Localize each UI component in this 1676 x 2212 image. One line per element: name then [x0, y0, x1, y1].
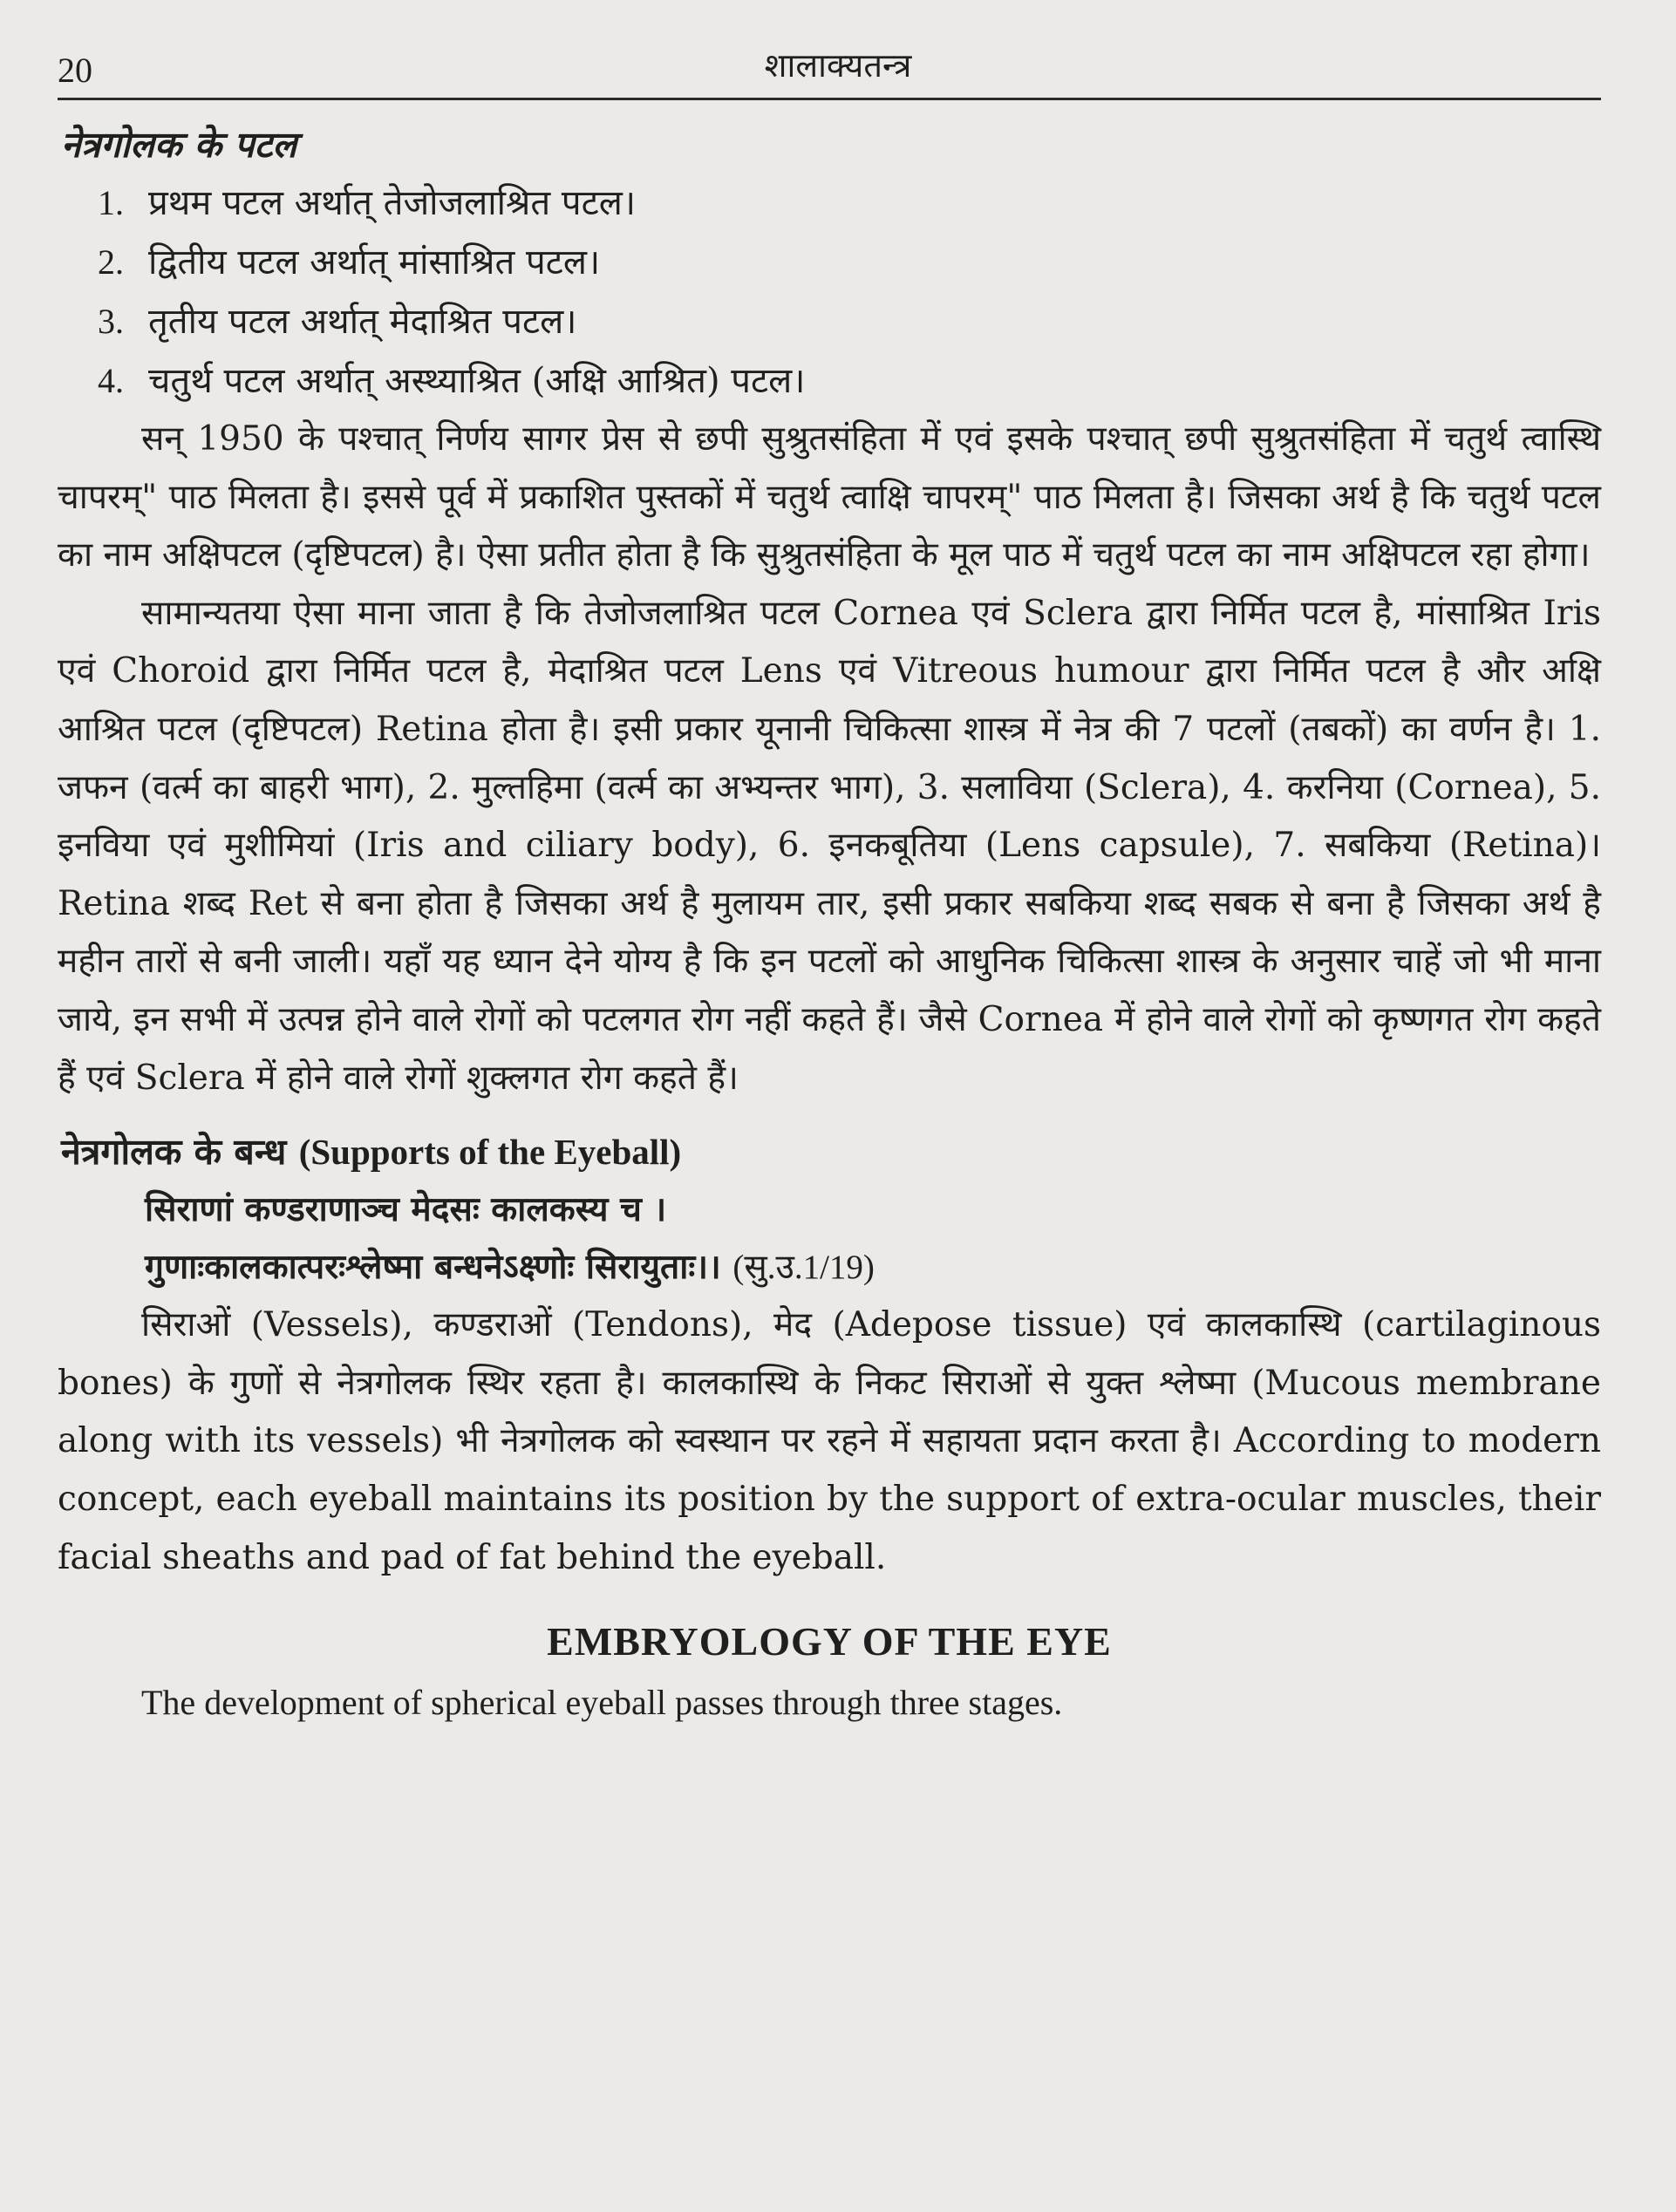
paragraph-sushruta-text: सन् 1950 के पश्चात् निर्णय सागर प्रेस से छपी सुश्रुतसंहिता में एवं इसके पश्चात् छपी सुश्रुतसंहिता में चतुर्थ त्वास्थि चापरम्" पाठ मिलता है। इससे पूर्व में प्रकाशित पुस्तकों में चतुर्थ त्वाक्षि चापरम्" पाठ मिलता है। जिसका अर्थ है कि चतुर्थ पटल का नाम अक्षिपटल (दृष्टिपटल) है। ऐसा प्रतीत होता है कि सुश्रुतसंहिता के मूल पाठ में चतुर्थ पटल का नाम अक्षिपटल रहा होगा। [58, 419, 1601, 575]
list-item: 4. चतुर्थ पटल अर्थात् अस्थ्याश्रित (अक्षि आश्रित) पटल। [98, 361, 806, 401]
embryology-intro: The development of spherical eyeball passes through three stages. [141, 1683, 1063, 1723]
section-heading-supports: नेत्रगोलक के बन्ध (Supports of the Eyeball) [61, 1131, 682, 1174]
paragraph-patal-correlation: सामान्यतया ऐसा माना जाता है कि तेजोजलाश्रित पटल Cornea एवं Sclera द्वारा निर्मित पटल है, मांसाश्रित Iris एवं Choroid द्वारा निर्मित पटल है, मेदाश्रित पटल Lens एवं Vitreous humour द्वारा निर्मित पटल है और अक्षि आश्रित पटल (दृष्टिपटल) Retina होता है। इसी प्रकार यूनानी चिकित्सा शास्त्र में नेत्र की 7 पटलों (तबकों) का वर्णन है। 1. जफन (वर्त्म का बाहरी भाग), 2. मुल्तहिमा (वर्त्म का अभ्यन्तर भाग), 3. सलाविया (Sclera), 4. करनिया (Cornea), 5. इनविया एवं मुशीमियां (Iris and ciliary body), 6. इनकबूतिया (Lens capsule), 7. सबकिया (Retina)। Retina शब्द Ret से बना होता है जिसका अर्थ है मुलायम तार, इसी प्रकार सबकिया शब्द सबक से बना है जिसका अर्थ है महीन तारों से बनी जाली। यहाँ यह ध्यान देने योग्य है कि इन पटलों को आधुनिक चिकित्सा शास्त्र के अनुसार चाहें जो भी माना जाये, इन सभी में उत्पन्न होने वाले रोगों को पटलगत रोग नहीं कहते हैं। जैसे Cornea में होने वाले रोगों को कृष्णगत रोग कहते हैं एवं Sclera में होने वाले रोगों शुक्लगत रोग कहते हैं। [58, 593, 1601, 1098]
page-content [58, 119, 1601, 1729]
running-title: शालाक्यतन्त्र [764, 46, 912, 85]
list-item: 1. प्रथम पटल अर्थात् तेजोजलाश्रित पटल। [98, 183, 637, 223]
patal-list [58, 174, 1601, 411]
verse-line-1: सिराणां कण्डराणाञ्च मेदसः कालकस्य च । [145, 1189, 667, 1230]
paragraph-supports: सिराओं (Vessels), कण्डराओं (Tendons), मेद (Adepose tissue) एवं कालकास्थि (cartilaginous bones) के गुणों से नेत्रगोलक स्थिर रहता है। कालकास्थि के निकट सिराओं से युक्त श्लेष्मा (Mucous membrane along with its vessels) भी नेत्रगोलक को स्वस्थान पर रहने में सहायता प्रदान करता है। According to modern concept, each eyeball maintains its position by the support of extra-ocular muscles, their facial sheaths and pad of fat behind the eyeball. [58, 1305, 1601, 1577]
section-heading-patal: नेत्रगोलक के पटल [61, 124, 297, 166]
page-number: 20 [58, 51, 92, 90]
list-item: 3. तृतीय पटल अर्थात् मेदाश्रित पटल। [98, 302, 577, 342]
list-item: 2. द्वितीय पटल अर्थात् मांसाश्रित पटल। [98, 242, 601, 282]
verse-reference: (सु.उ.1/19) [732, 1249, 875, 1287]
embryology-heading: EMBRYOLOGY OF THE EYE [547, 1619, 1112, 1664]
verse-line-2: गुणाःकालकात्परःश्लेष्मा बन्धनेऽक्ष्णोः सिरायुताः।। (सु.उ.1/19) [145, 1247, 875, 1288]
